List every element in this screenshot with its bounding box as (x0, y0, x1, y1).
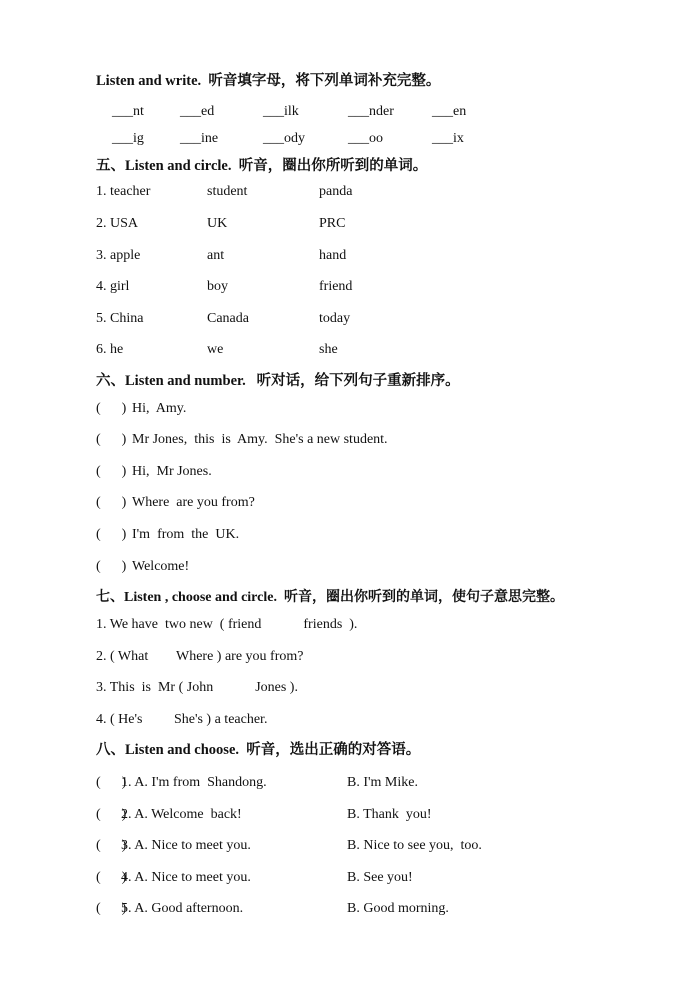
choice-a: 5. A. Good afternoon. (121, 901, 244, 916)
word-option: ant (207, 248, 225, 263)
answer-bracket: ( ) (96, 559, 127, 574)
section-listen-write-title: Listen and write. 听音填字母，将下列单词补充完整。 (96, 73, 441, 89)
word-option: we (207, 342, 224, 357)
word-option: hand (319, 248, 347, 263)
dialogue-line: I'm from the UK. (132, 527, 240, 542)
choice-a: 1. A. I'm from Shandong. (121, 775, 267, 790)
word-option: panda (319, 184, 353, 199)
choice-a: 2. A. Welcome back! (121, 807, 242, 822)
section-8-title: 八、Listen and choose. 听音，选出正确的对答语。 (96, 742, 421, 758)
answer-bracket: ( ) (96, 527, 127, 542)
answer-bracket: ( ) (96, 432, 127, 447)
choice-b: B. Good morning. (347, 901, 449, 916)
choice-b: B. I'm Mike. (347, 775, 418, 790)
word-option: 2. USA (96, 216, 139, 231)
word-option: UK (207, 216, 228, 231)
dialogue-line: Mr Jones, this is Amy. She's a new student. (132, 432, 388, 447)
section-6-title: 六、Listen and number. 听对话，给下列句子重新排序。 (96, 373, 460, 389)
answer-bracket: ( ) (96, 495, 127, 510)
blank-word: ___nder (348, 104, 394, 119)
dialogue-line: Hi, Amy. (132, 401, 187, 416)
blank-word: ___ix (432, 131, 464, 146)
word-option: student (207, 184, 248, 199)
answer-bracket: ( ) (96, 901, 127, 916)
dialogue-line: Welcome! (132, 559, 190, 574)
answer-bracket: ( ) (96, 775, 127, 790)
sentence-line: 3. This is Mr ( John Jones ). (96, 680, 298, 695)
word-option: today (319, 311, 351, 326)
section-7-title: 七、Listen , choose and circle. 听音，圈出你听到的单词，使句子意思完整。 (96, 590, 564, 605)
word-option: 3. apple (96, 248, 141, 263)
word-option: PRC (319, 216, 346, 231)
blank-word: ___ine (180, 131, 219, 146)
blank-word: ___ed (180, 104, 215, 119)
dialogue-line: Where are you from? (132, 495, 255, 510)
word-option: she (319, 342, 338, 357)
word-option: boy (207, 279, 228, 294)
choice-b: B. Nice to see you, too. (347, 838, 482, 853)
word-option: 4. girl (96, 279, 130, 294)
blank-word: ___ody (263, 131, 305, 146)
word-option: friend (319, 279, 353, 294)
dialogue-line: Hi, Mr Jones. (132, 464, 212, 479)
choice-a: 4. A. Nice to meet you. (121, 870, 251, 885)
answer-bracket: ( ) (96, 838, 127, 853)
blank-word: ___en (432, 104, 467, 119)
blank-word: ___nt (112, 104, 144, 119)
blank-word: ___oo (348, 131, 383, 146)
answer-bracket: ( ) (96, 870, 127, 885)
word-option: 5. China (96, 311, 144, 326)
answer-bracket: ( ) (96, 401, 127, 416)
blank-word: ___ilk (263, 104, 299, 119)
choice-a: 3. A. Nice to meet you. (121, 838, 251, 853)
answer-bracket: ( ) (96, 807, 127, 822)
sentence-line: 4. ( He's She's ) a teacher. (96, 712, 268, 727)
choice-b: B. Thank you! (347, 807, 432, 822)
answer-bracket: ( ) (96, 464, 127, 479)
blank-word: ___ig (112, 131, 144, 146)
choice-b: B. See you! (347, 870, 413, 885)
section-5-title: 五、Listen and circle. 听音，圈出你所听到的单词。 (96, 158, 428, 174)
word-option: Canada (207, 311, 249, 326)
word-option: 6. he (96, 342, 124, 357)
sentence-line: 2. ( What Where ) are you from? (96, 649, 304, 664)
word-option: 1. teacher (96, 184, 151, 199)
sentence-line: 1. We have two new ( friend friends ). (96, 617, 358, 632)
